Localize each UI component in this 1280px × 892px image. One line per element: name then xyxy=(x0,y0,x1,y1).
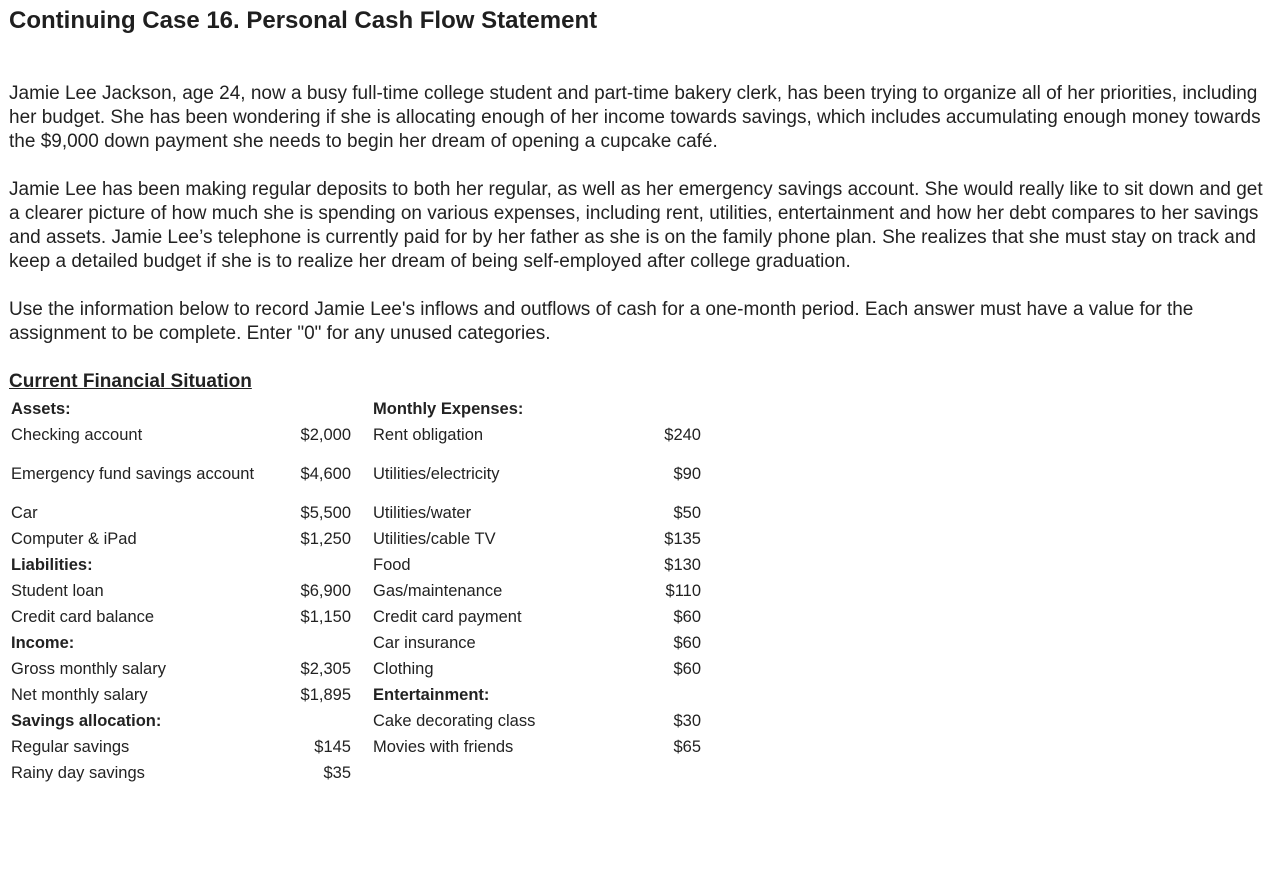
table-row xyxy=(9,630,703,656)
intro-paragraph: Jamie Lee Jackson, age 24, now a busy full-time college student and part-time bakery clerk, has been trying to organize all of her priorities, including her budget. She has been wondering if she is allocating enough of her income towards savings, which includes accumulating enough money towards the $9,000 down payment she needs to begin her dream of opening a cupcake café. xyxy=(9,83,1261,152)
left-item-value: $6,900 xyxy=(300,582,351,600)
left-item-label: Emergency fund savings account xyxy=(11,465,255,483)
page-title: Continuing Case 16. Personal Cash Flow Statement xyxy=(9,7,598,34)
right-item-label: Cake decorating class xyxy=(373,712,536,730)
table-row xyxy=(9,604,703,630)
left-item-label: Net monthly salary xyxy=(11,686,148,704)
financial-situation-table xyxy=(9,396,703,786)
left-item-label: Liabilities: xyxy=(11,556,93,574)
right-item-label: Car insurance xyxy=(373,634,476,652)
right-item-value: $240 xyxy=(664,426,701,444)
right-item-label: Gas/maintenance xyxy=(373,582,503,600)
left-item-value xyxy=(275,630,363,656)
table-row xyxy=(9,396,703,422)
table-row xyxy=(9,708,703,734)
left-item-label: Gross monthly salary xyxy=(11,660,166,678)
left-item-value: $1,250 xyxy=(300,530,351,548)
left-item-value xyxy=(275,552,363,578)
right-item-value xyxy=(639,682,703,708)
left-item-value: $1,150 xyxy=(300,608,351,626)
left-item-value: $4,600 xyxy=(300,465,351,483)
right-item-label: Movies with friends xyxy=(373,738,514,756)
right-item-value: $90 xyxy=(673,465,701,483)
left-item-value xyxy=(275,708,363,734)
table-row xyxy=(9,656,703,682)
right-item-label: Credit card payment xyxy=(373,608,522,626)
left-item-label: Rainy day savings xyxy=(11,764,145,782)
right-item-label: Utilities/cable TV xyxy=(373,530,496,548)
right-item-value xyxy=(639,760,703,786)
table-row xyxy=(9,448,703,500)
right-item-value: $65 xyxy=(673,738,701,756)
left-item-label: Savings allocation: xyxy=(11,712,162,730)
section-heading: Current Financial Situation xyxy=(9,371,252,392)
table-row xyxy=(9,682,703,708)
right-item-label: Food xyxy=(373,556,411,574)
table-row xyxy=(9,500,703,526)
right-item-value: $30 xyxy=(673,712,701,730)
right-item-value: $130 xyxy=(664,556,701,574)
right-item-value xyxy=(639,396,703,422)
left-item-value: $1,895 xyxy=(300,686,351,704)
left-item-value: $145 xyxy=(314,738,351,756)
left-item-value xyxy=(275,396,363,422)
left-item-value: $35 xyxy=(323,764,351,782)
table-row xyxy=(9,422,703,448)
right-item-label: Utilities/electricity xyxy=(373,465,500,483)
left-item-label: Income: xyxy=(11,634,75,652)
right-item-value: $50 xyxy=(673,504,701,522)
table-row xyxy=(9,526,703,552)
right-item-label: Clothing xyxy=(373,660,434,678)
context-paragraph: Jamie Lee has been making regular deposits to both her regular, as well as her emergency savings account. She would really like to sit down and get a clearer picture of how much she is spending on various expenses, including rent, utilities, entertainment and how her debt compares to her savings and assets. Jamie Lee’s telephone is currently paid for by her father as she is on the family phone plan. She realizes that she must stay on track and keep a detailed budget if she is to realize her dream of being self-employed after college graduation. xyxy=(9,179,1263,272)
instructions-paragraph: Use the information below to record Jamie Lee's inflows and outflows of cash for a one-month period. Each answer must have a value for the assignment to be complete. Enter "0" for any unused categories. xyxy=(9,299,1194,344)
right-item-value: $60 xyxy=(673,608,701,626)
left-item-label: Computer & iPad xyxy=(11,530,137,548)
table-row xyxy=(9,578,703,604)
left-item-label: Checking account xyxy=(11,426,143,444)
table-row xyxy=(9,734,703,760)
left-item-label: Student loan xyxy=(11,582,104,600)
right-item-label: Rent obligation xyxy=(373,426,484,444)
right-item-label xyxy=(363,760,639,786)
right-item-label: Monthly Expenses: xyxy=(373,400,524,418)
table-row xyxy=(9,760,703,786)
left-item-label: Assets: xyxy=(11,400,71,418)
right-item-value: $60 xyxy=(673,634,701,652)
left-item-label: Regular savings xyxy=(11,738,130,756)
right-item-label: Entertainment: xyxy=(373,686,490,704)
right-item-value: $110 xyxy=(665,582,701,600)
left-item-value: $5,500 xyxy=(300,504,351,522)
right-item-value: $60 xyxy=(673,660,701,678)
left-item-value: $2,000 xyxy=(300,426,351,444)
left-item-label: Credit card balance xyxy=(11,608,155,626)
left-item-label: Car xyxy=(11,504,38,522)
right-item-value: $135 xyxy=(664,530,701,548)
right-item-label: Utilities/water xyxy=(373,504,472,522)
left-item-value: $2,305 xyxy=(300,660,351,678)
table-row xyxy=(9,552,703,578)
